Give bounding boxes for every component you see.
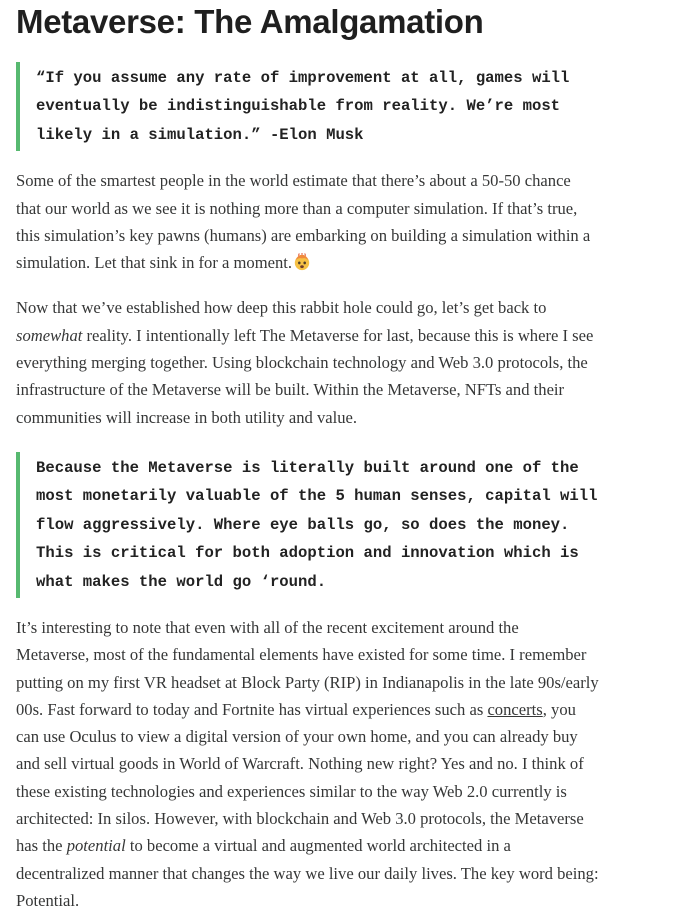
paragraph-text: has the [16,836,67,856]
paragraph-line: Now that we’ve established how deep this rabbit hole could go, let’s get back to [16,298,547,318]
paragraph-line: Metaverse, most of the fundamental elements have existed for some time. I remember [16,645,587,665]
quote-line: most monetarily valuable of the 5 human senses, capital will [36,487,598,506]
paragraph-line: infrastructure of the Metaverse will be built. Within the Metaverse, NFTs and their [16,380,565,400]
paragraph-line: these existing technologies and experiences similar to the way Web 2.0 currently is [16,781,567,801]
paragraph-line-last [16,249,671,276]
paragraph-line: that our world as we see it is nothing more than a computer simulation. If that’s true, [16,198,578,218]
emphasis-somewhat: somewhat [16,325,83,345]
paragraph-line: Potential. [16,890,80,910]
paragraph-line [16,322,671,349]
paragraph-line: everything merging together. Using blockchain technology and Web 3.0 protocols, the [16,353,588,372]
paragraph-simulation [16,167,671,276]
quote-line: likely in a simulation.” -Elon Musk [36,125,364,144]
quote-line: flow aggressively. Where eye balls go, so does the money. [36,515,570,534]
paragraph-text: , you [542,699,576,719]
paragraph-line: decentralized manner that changes the way we live our daily lives. The key word being: [16,863,599,883]
paragraph-text: to become a virtual and augmented world architected in a [125,836,511,856]
exploding-head-icon [293,253,311,271]
paragraph-line: and sell virtual goods in World of Warcraft. Nothing new right? Yes and no. I think of [16,754,584,774]
paragraph-text: simulation. Let that sink in for a moment. [16,253,293,273]
paragraph-line: Some of the smartest people in the world estimate that there’s about a 50-50 chance [16,171,571,191]
capital-flow-quote [16,452,671,598]
paragraph-line [16,696,671,723]
paragraph-text: reality. I intentionally left The Metaverse for last, because this is where I see [82,325,594,345]
paragraph-line: architected: In silos. However, with blockchain and Web 3.0 protocols, the Metaverse [16,809,584,828]
paragraph-text: 00s. Fast forward to today and Fortnite has virtual experiences such as [16,699,488,719]
paragraph-line: can use Oculus to view a digital version of your own home, and you can already buy [16,727,578,747]
quote-line: “If you assume any rate of improvement at all, games will [36,69,570,87]
quote-line: what makes the world go ‘round. [36,572,327,591]
quote-line: Because the Metaverse is literally built around one of the [36,458,579,477]
paragraph-rabbit-hole [16,294,671,430]
elon-musk-quote [16,62,671,151]
quote-line: This is critical for both adoption and innovation which is [36,544,579,563]
paragraph-existing-elements [16,614,671,914]
paragraph-line: It’s interesting to note that even with all of the recent excitement around the [16,617,519,637]
emphasis-potential: potential [66,836,126,856]
paragraph-line: this simulation’s key pawns (humans) are embarking on building a simulation within a [16,225,591,245]
article-title: Metaverse: The Amalgamation [16,3,484,40]
concerts-link[interactable]: concerts [487,699,543,719]
paragraph-line: communities will increase in both utility and value. [16,407,358,427]
article [16,0,671,914]
paragraph-line [16,832,671,859]
quote-line: eventually be indistinguishable from reality. We’re most [36,97,561,116]
paragraph-line: putting on my first VR headset at Block Party (RIP) in Indianapolis in the late 90s/early [16,672,599,692]
